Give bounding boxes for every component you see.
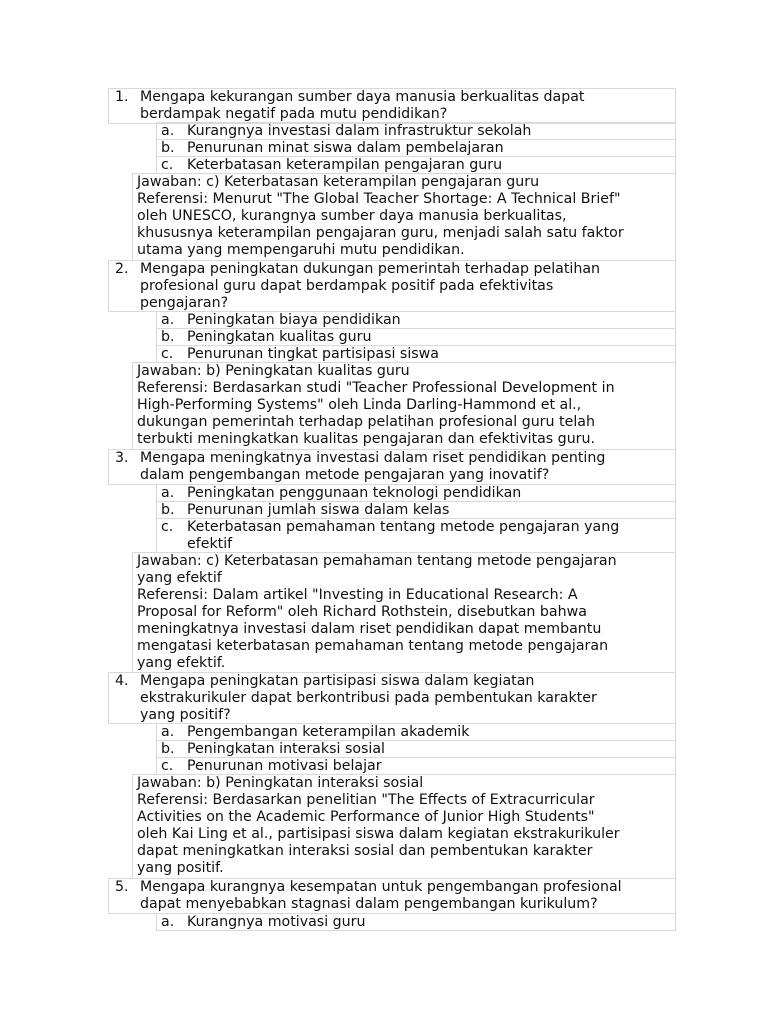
question-text-line: Mengapa kekurangan sumber daya manusia berkualitas dapat bbox=[140, 89, 585, 105]
question-text bbox=[140, 261, 671, 312]
option-letter: b. bbox=[161, 140, 175, 156]
option-text-line: Peningkatan biaya pendidikan bbox=[187, 312, 401, 328]
answer-text bbox=[137, 363, 671, 448]
option-item bbox=[156, 156, 676, 174]
option-text-line: Pengembangan keterampilan akademik bbox=[187, 724, 470, 740]
question-item bbox=[108, 672, 676, 724]
answer-line: Referensi: Berdasarkan penelitian "The Effects of Extracurricular bbox=[137, 792, 595, 808]
answer-line: terbukti meningkatkan kualitas pengajaran dan efektivitas guru. bbox=[137, 431, 596, 447]
answer-block bbox=[132, 774, 676, 879]
answer-line: mengatasi keterbatasan pemahaman tentang metode pengajaran bbox=[137, 638, 609, 654]
option-letter: a. bbox=[161, 485, 175, 501]
answer-line: High-Performing Systems" oleh Linda Darling-Hammond et al., bbox=[137, 397, 582, 413]
answer-text bbox=[137, 174, 671, 259]
question-item bbox=[108, 88, 676, 124]
option-letter: a. bbox=[161, 312, 175, 328]
option-letter: a. bbox=[161, 914, 175, 930]
option-item bbox=[156, 139, 676, 157]
question-text bbox=[140, 673, 671, 724]
answer-line: khususnya keterampilan pengajaran guru, menjadi salah satu faktor bbox=[137, 225, 624, 241]
option-letter: b. bbox=[161, 329, 175, 345]
option-text-line: Penurunan motivasi belajar bbox=[187, 758, 382, 774]
option-text-line: Keterbatasan keterampilan pengajaran guru bbox=[187, 157, 503, 173]
option-text-line: Kurangnya investasi dalam infrastruktur sekolah bbox=[187, 123, 532, 139]
answer-line: meningkatnya investasi dalam riset pendidikan dapat membantu bbox=[137, 621, 602, 637]
question-number: 3. bbox=[115, 450, 129, 466]
option-text-line: Kurangnya motivasi guru bbox=[187, 914, 366, 930]
question-text-line: Mengapa peningkatan dukungan pemerintah terhadap pelatihan bbox=[140, 261, 601, 277]
option-text bbox=[187, 758, 671, 775]
option-item bbox=[156, 518, 676, 553]
question-item bbox=[108, 878, 676, 914]
answer-line: Proposal for Reform" oleh Richard Rothstein, disebutkan bahwa bbox=[137, 604, 587, 620]
answer-block bbox=[132, 362, 676, 450]
option-item bbox=[156, 723, 676, 741]
answer-line: dukungan pemerintah terhadap pelatihan profesional guru telah bbox=[137, 414, 595, 430]
option-letter: c. bbox=[161, 519, 174, 535]
question-number: 2. bbox=[115, 261, 129, 277]
option-item bbox=[156, 328, 676, 346]
answer-line: yang efektif bbox=[137, 570, 222, 586]
option-item bbox=[156, 740, 676, 758]
question-text bbox=[140, 879, 671, 913]
option-text bbox=[187, 123, 671, 140]
answer-line: oleh Kai Ling et al., partisipasi siswa dalam kegiatan ekstrakurikuler bbox=[137, 826, 620, 842]
option-letter: a. bbox=[161, 123, 175, 139]
option-letter: b. bbox=[161, 741, 175, 757]
question-text-line: pengajaran? bbox=[140, 295, 229, 311]
question-text-line: Mengapa kurangnya kesempatan untuk pengembangan profesional bbox=[140, 879, 622, 895]
question-number: 5. bbox=[115, 879, 129, 895]
question-number: 4. bbox=[115, 673, 129, 689]
answer-block bbox=[132, 173, 676, 261]
answer-text bbox=[137, 553, 671, 672]
option-item bbox=[156, 501, 676, 519]
answer-text bbox=[137, 775, 671, 877]
answer-line: oleh UNESCO, kurangnya sumber daya manusia berkualitas, bbox=[137, 208, 567, 224]
option-item bbox=[156, 122, 676, 140]
answer-line: yang positif. bbox=[137, 860, 224, 876]
answer-line: Activities on the Academic Performance of Junior High Students" bbox=[137, 809, 595, 825]
option-text bbox=[187, 346, 671, 363]
question-number: 1. bbox=[115, 89, 129, 105]
question-item bbox=[108, 260, 676, 312]
option-letter: b. bbox=[161, 502, 175, 518]
option-item bbox=[156, 757, 676, 775]
answer-line: utama yang mempengaruhi mutu pendidikan. bbox=[137, 242, 465, 258]
answer-line: yang efektif. bbox=[137, 655, 226, 671]
answer-block bbox=[132, 552, 676, 673]
option-text-line: Peningkatan interaksi sosial bbox=[187, 741, 385, 757]
question-text-line: dapat menyebabkan stagnasi dalam pengembangan kurikulum? bbox=[140, 896, 598, 912]
question-item bbox=[108, 449, 676, 485]
question-text-line: dalam pengembangan metode pengajaran yang inovatif? bbox=[140, 467, 550, 483]
option-text-line: Penurunan minat siswa dalam pembelajaran bbox=[187, 140, 504, 156]
option-text bbox=[187, 329, 671, 346]
option-text-line: Penurunan jumlah siswa dalam kelas bbox=[187, 502, 450, 518]
option-item bbox=[156, 484, 676, 502]
question-text-line: profesional guru dapat berdampak positif pada efektivitas bbox=[140, 278, 554, 294]
answer-line: Jawaban: b) Peningkatan kualitas guru bbox=[137, 363, 410, 379]
option-letter: c. bbox=[161, 346, 174, 362]
option-text bbox=[187, 519, 671, 553]
option-text-line: Peningkatan penggunaan teknologi pendidikan bbox=[187, 485, 522, 501]
answer-line: Referensi: Dalam artikel "Investing in Educational Research: A bbox=[137, 587, 578, 603]
option-letter: c. bbox=[161, 758, 174, 774]
option-text bbox=[187, 502, 671, 519]
option-text bbox=[187, 485, 671, 502]
question-text-line: Mengapa peningkatan partisipasi siswa dalam kegiatan bbox=[140, 673, 535, 689]
option-text-line: Penurunan tingkat partisipasi siswa bbox=[187, 346, 439, 362]
question-text-line: yang positif? bbox=[140, 707, 231, 723]
option-text-line: Peningkatan kualitas guru bbox=[187, 329, 372, 345]
option-text bbox=[187, 741, 671, 758]
option-item bbox=[156, 311, 676, 329]
option-text-line: efektif bbox=[187, 536, 233, 552]
question-text-line: berdampak negatif pada mutu pendidikan? bbox=[140, 106, 448, 122]
option-text bbox=[187, 312, 671, 329]
option-item bbox=[156, 345, 676, 363]
option-text bbox=[187, 140, 671, 157]
answer-line: Jawaban: c) Keterbatasan keterampilan pengajaran guru bbox=[137, 174, 540, 190]
option-letter: c. bbox=[161, 157, 174, 173]
question-text-line: Mengapa meningkatnya investasi dalam riset pendidikan penting bbox=[140, 450, 606, 466]
answer-line: Jawaban: b) Peningkatan interaksi sosial bbox=[137, 775, 424, 791]
option-text bbox=[187, 724, 671, 741]
question-text bbox=[140, 89, 671, 123]
option-text bbox=[187, 157, 671, 174]
answer-line: Jawaban: c) Keterbatasan pemahaman tentang metode pengajaran bbox=[137, 553, 617, 569]
answer-line: Referensi: Menurut "The Global Teacher Shortage: A Technical Brief" bbox=[137, 191, 621, 207]
answer-line: dapat meningkatkan interaksi sosial dan pembentukan karakter bbox=[137, 843, 593, 859]
option-item bbox=[156, 913, 676, 931]
option-letter: a. bbox=[161, 724, 175, 740]
question-text bbox=[140, 450, 671, 484]
question-text-line: ekstrakurikuler dapat berkontribusi pada pembentukan karakter bbox=[140, 690, 597, 706]
option-text bbox=[187, 914, 671, 931]
answer-line: Referensi: Berdasarkan studi "Teacher Professional Development in bbox=[137, 380, 615, 396]
option-text-line: Keterbatasan pemahaman tentang metode pengajaran yang bbox=[187, 519, 620, 535]
